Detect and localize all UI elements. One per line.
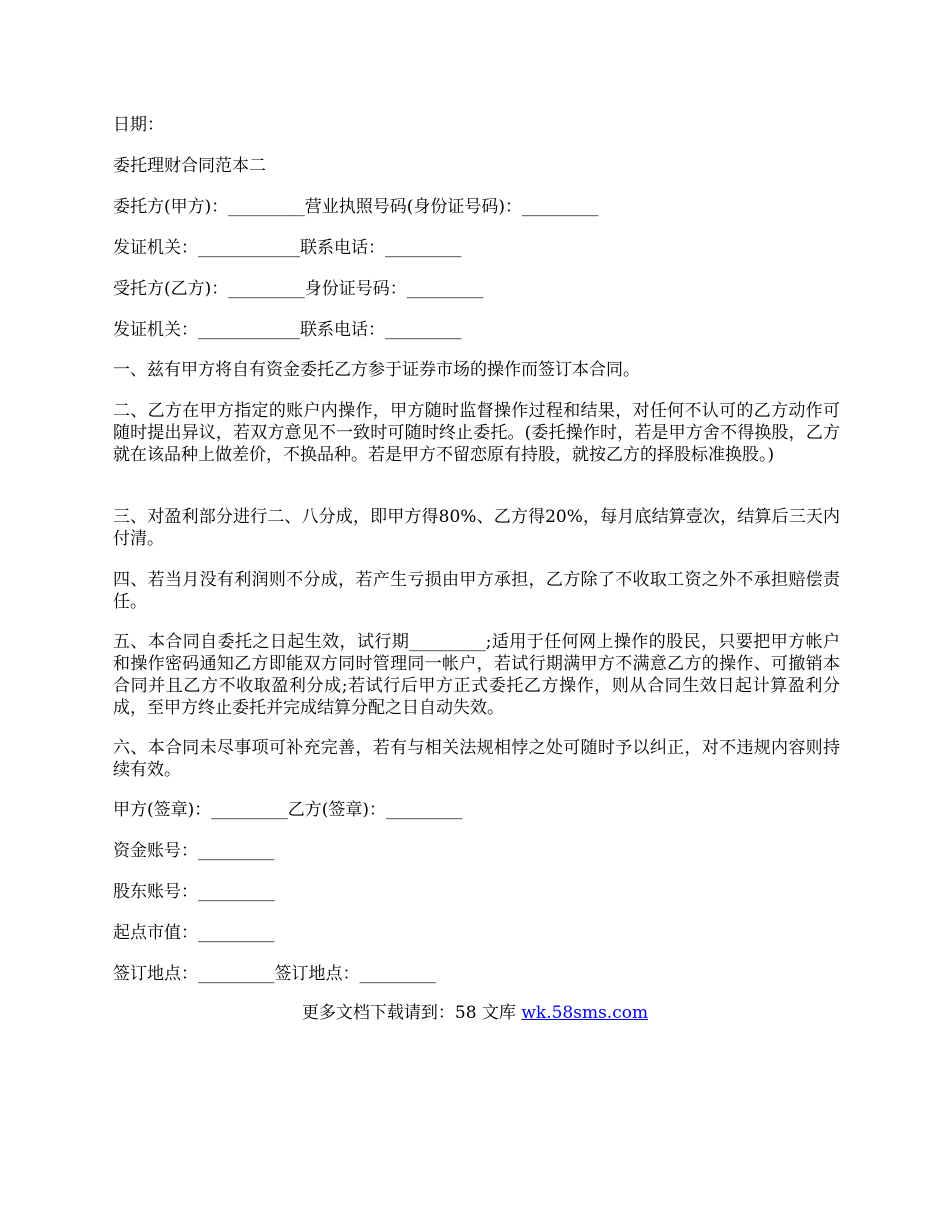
footer <box>0 1002 950 1024</box>
issuing-authority-line-2: 发证机关：____________联系电话：_________ <box>113 320 462 340</box>
principal-party-line: 委托方(甲方)：_________营业执照号码(身份证号码)：_________ <box>113 197 599 217</box>
shareholder-account-line: 股东账号：_________ <box>113 882 275 902</box>
clause-6: 六、本合同未尽事项可补充完善，若有与相关法规相悖之处可随时予以纠正，对不违规内容则持续有效。 <box>113 738 840 780</box>
clause-3: 三、对盈利部分进行二、八分成，即甲方得80%、乙方得20%，每月底结算壹次，结算后三天内付清。 <box>113 507 840 549</box>
date-line: 日期： <box>113 115 164 135</box>
clause-4: 四、若当月没有利润则不分成，若产生亏损由甲方承担，乙方除了不收取工资之外不承担赔偿责任。 <box>113 570 840 612</box>
issuing-authority-line-1: 发证机关：____________联系电话：_________ <box>113 238 462 258</box>
clause-1: 一、兹有甲方将自有资金委托乙方参于证券市场的操作而签订本合同。 <box>113 360 640 380</box>
clause-2: 二、乙方在甲方指定的账户内操作，甲方随时监督操作过程和结果，对任何不认可的乙方动作可随时提出异议，若双方意见不一致时可随时终止委托。(委托操作时，若是甲方舍不得换股，乙方就在该品种上做差价，不换品种。若是甲方不留恋原有持股，就按乙方的择股标准换股。) <box>113 401 840 465</box>
agent-party-line: 受托方(乙方)：_________身份证号码：_________ <box>113 279 484 299</box>
starting-value-line: 起点市值：_________ <box>113 923 275 943</box>
clause-5: 五、本合同自委托之日起生效，试行期_________;适用于任何网上操作的股民，只要把甲方帐户和操作密码通知乙方即能双方同时管理同一帐户，若试行期满甲方不满意乙方的操作、可撤销本合同并且乙方不收取盈利分成;若试行后甲方正式委托乙方操作，则从合同生效日起计算盈利分成，至甲方终止委托并完成结算分配之日自动失效。 <box>113 632 840 718</box>
footer-link[interactable]: wk.58sms.com <box>521 1003 649 1023</box>
signature-line: 甲方(签章)：_________乙方(签章)：_________ <box>113 800 463 820</box>
fund-account-line: 资金账号：_________ <box>113 841 275 861</box>
document-title: 委托理财合同范本二 <box>113 156 266 176</box>
footer-text: 更多文档下载请到：58 文库 <box>301 1003 522 1023</box>
signing-place-line: 签订地点：_________签订地点：_________ <box>113 964 436 984</box>
